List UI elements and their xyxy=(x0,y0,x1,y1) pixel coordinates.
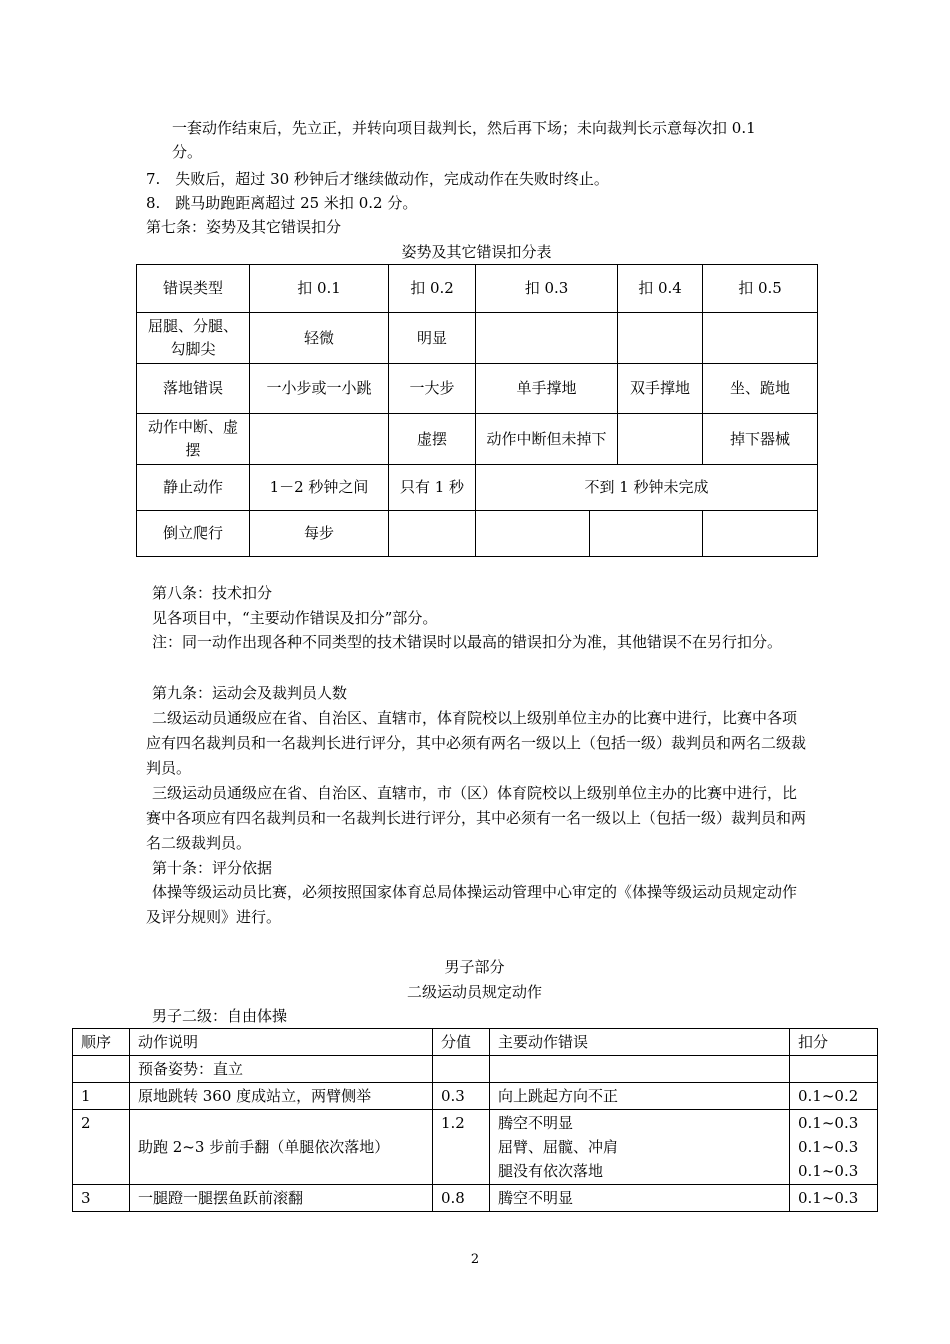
table-cell xyxy=(476,313,618,364)
table-cell: 0.1~0.3 xyxy=(790,1185,878,1212)
table-cell: 双手撑地 xyxy=(618,364,703,414)
table-row xyxy=(73,1110,878,1185)
table-cell xyxy=(73,1056,130,1083)
table-header-cell: 扣 0.4 xyxy=(618,265,703,313)
article-10-heading: 第十条：评分依据 xyxy=(152,859,273,877)
table-header-cell: 扣 0.1 xyxy=(250,265,389,313)
table-cell: 倒立爬行 xyxy=(137,511,250,557)
table-row xyxy=(73,1185,878,1212)
note-paragraph: 注：同一动作出现各种不同类型的技术错误时以最高的错误扣分为准，其他错误不在另行扣分。 xyxy=(152,633,783,651)
table-header-cell: 分值 xyxy=(433,1029,490,1056)
error-item: 腿没有依次落地 xyxy=(498,1162,604,1180)
table-cell: 1 xyxy=(73,1083,130,1110)
table-header-cell: 扣分 xyxy=(790,1029,878,1056)
table-row xyxy=(137,465,818,511)
table-cell: 助跑 2~3 步前手翻（单腿依次落地） xyxy=(130,1110,433,1185)
error-item: 腾空不明显 xyxy=(498,1114,574,1132)
table-cell xyxy=(476,511,590,557)
article-paragraph: 三级运动员通级应在省、自治区、直辖市，市（区）体育院校以上级别单位主办的比赛中进行，比赛中各项应有四名裁判员和一名裁判长进行评分，其中必须有一名一级以上（包括一级）裁判员和两名二级裁判员。 xyxy=(146,784,807,852)
table-header-cell: 扣 0.3 xyxy=(476,265,618,313)
table-cell: 轻微 xyxy=(250,313,389,364)
deduction-table xyxy=(136,264,818,557)
table-cell: 落地错误 xyxy=(137,364,250,414)
table-header-cell: 顺序 xyxy=(73,1029,130,1056)
table-cell: 单手撑地 xyxy=(476,364,618,414)
table-cell xyxy=(790,1110,878,1185)
table-cell xyxy=(490,1110,790,1185)
table-row xyxy=(137,364,818,414)
deduct-item: 0.1~0.3 xyxy=(798,1138,859,1156)
table-cell: 明显 xyxy=(389,313,476,364)
table-cell: 0.1~0.2 xyxy=(790,1083,878,1110)
table-row xyxy=(137,414,818,465)
table-row xyxy=(137,511,818,557)
table-cell xyxy=(433,1056,490,1083)
article-7-heading: 第七条：姿势及其它错误扣分 xyxy=(146,218,342,236)
page-number: 2 xyxy=(470,1252,480,1267)
table-cell: 2 xyxy=(73,1110,130,1185)
table-cell: 1.2 xyxy=(433,1110,490,1185)
table-cell: 动作中断但未掉下 xyxy=(476,414,618,465)
table-cell: 一小步或一小跳 xyxy=(250,364,389,414)
article-paragraph: 体操等级运动员比赛，必须按照国家体育总局体操运动管理中心审定的《体操等级运动员规定动作及评分规则》进行。 xyxy=(146,883,798,926)
routine-table xyxy=(72,1028,878,1212)
table-row xyxy=(73,1083,878,1110)
section-title: 男子部分 xyxy=(444,958,505,976)
table-cell: 屈腿、分腿、勾脚尖 xyxy=(137,313,250,364)
table-header-cell: 扣 0.2 xyxy=(389,265,476,313)
table1-caption: 姿势及其它错误扣分表 xyxy=(401,243,552,261)
table-cell xyxy=(618,414,703,465)
table-cell: 3 xyxy=(73,1185,130,1212)
table-header-cell: 错误类型 xyxy=(137,265,250,313)
table-header-cell: 扣 0.5 xyxy=(703,265,818,313)
section-subtitle: 二级运动员规定动作 xyxy=(406,983,542,1001)
table-row xyxy=(137,313,818,364)
table2-caption: 男子二级：自由体操 xyxy=(152,1007,288,1025)
table-cell: 原地跳转 360 度成站立，两臂侧举 xyxy=(130,1083,433,1110)
text-line: 一套动作结束后，先立正，并转向项目裁判长，然后再下场；未向裁判长示意每次扣 0.1 xyxy=(172,119,756,137)
rule-item-8: 8. 跳马助跑距离超过 25 米扣 0.2 分。 xyxy=(146,194,418,212)
table-cell xyxy=(590,511,703,557)
table-cell: 只有 1 秒 xyxy=(389,465,476,511)
table-cell: 不到 1 秒钟未完成 xyxy=(476,465,818,511)
table-cell: 静止动作 xyxy=(137,465,250,511)
table-header-cell: 动作说明 xyxy=(130,1029,433,1056)
table-cell xyxy=(790,1056,878,1083)
text-line: 分。 xyxy=(172,143,203,161)
table-cell: 0.3 xyxy=(433,1083,490,1110)
table-cell: 掉下器械 xyxy=(703,414,818,465)
article-paragraph: 二级运动员通级应在省、自治区、直辖市，体育院校以上级别单位主办的比赛中进行，比赛中各项应有四名裁判员和一名裁判长进行评分，其中必须有两名一级以上（包括一级）裁判员和两名二级裁判员。 xyxy=(146,709,807,777)
table-cell xyxy=(618,313,703,364)
table-cell: 腾空不明显 xyxy=(490,1185,790,1212)
table-cell xyxy=(389,511,476,557)
article-9-heading: 第九条：运动会及裁判员人数 xyxy=(152,684,348,702)
table-cell: 1－2 秒钟之间 xyxy=(250,465,389,511)
table-cell: 坐、跪地 xyxy=(703,364,818,414)
table-header-row xyxy=(73,1029,878,1056)
table-header-cell: 主要动作错误 xyxy=(490,1029,790,1056)
table-cell xyxy=(703,511,818,557)
error-item: 屈臂、屈髋、冲肩 xyxy=(498,1138,619,1156)
table-row xyxy=(73,1056,878,1083)
table-cell: 预备姿势：直立 xyxy=(130,1056,433,1083)
table-header-row xyxy=(137,265,818,313)
rule-item-7: 7. 失败后，超过 30 秒钟后才继续做动作，完成动作在失败时终止。 xyxy=(146,170,609,188)
table-cell xyxy=(703,313,818,364)
article-8-heading: 第八条：技术扣分 xyxy=(152,584,273,602)
table-cell: 一大步 xyxy=(389,364,476,414)
table-cell: 每步 xyxy=(250,511,389,557)
table-cell xyxy=(250,414,389,465)
table-cell: 向上跳起方向不正 xyxy=(490,1083,790,1110)
table-cell: 一腿蹬一腿摆鱼跃前滚翻 xyxy=(130,1185,433,1212)
deduct-item: 0.1~0.3 xyxy=(798,1162,859,1180)
table-cell: 0.8 xyxy=(433,1185,490,1212)
table-cell xyxy=(490,1056,790,1083)
table-cell: 虚摆 xyxy=(389,414,476,465)
article-text: 见各项目中，“主要动作错误及扣分”部分。 xyxy=(152,609,438,627)
deduct-item: 0.1~0.3 xyxy=(798,1114,859,1132)
table-cell: 动作中断、虚摆 xyxy=(137,414,250,465)
